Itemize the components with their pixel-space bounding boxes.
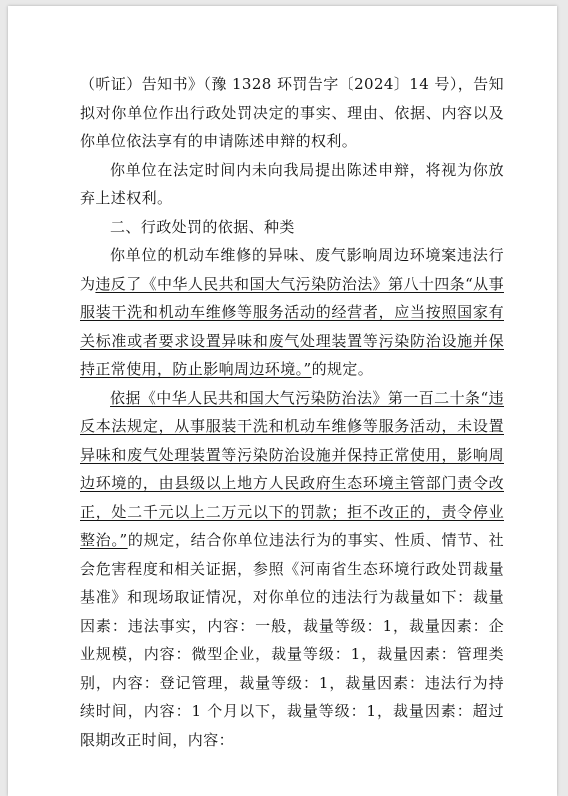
document-body — [80, 70, 504, 754]
violated-article-quote: 违反了《中华人民共和国大气污染防治法》第八十四条“从事服装干洗和机动车维修等服务活动的经营者，应当按照国家有关标准或者要求设置异味和废气处理装置等污染防治设施并保持正常使用，防止影响周边环境。” — [80, 274, 504, 378]
section-heading-text: 二、行政处罚的依据、种类 — [110, 217, 295, 236]
paragraph-notice — [80, 70, 504, 156]
waiver-text: 你单位在法定时间内未向我局提出陈述申辩，将视为你放弃上述权利。 — [80, 160, 504, 207]
penalty-article-quote: 依据《中华人民共和国大气污染防治法》第一百二十条“违反本法规定，从事服装干洗和机动车维修等服务活动，未设置异味和废气处理装置等污染防治设施并保持正常使用，影响周边环境的，由县级以上地方人民政府生态环境主管部门责令改正，处二千元以上二万元以下的罚款；拒不改正的，责令停业整治。” — [80, 388, 504, 549]
discretion-text: 的规定，结合你单位违法行为的事实、性质、情节、社会危害程度和相关证据，参照《河南省生态环境行政处罚裁量基准》和现场取证情况，对你单位的违法行为裁量如下：裁量因素：违法事实，内容：一般，裁量等级：1，裁量因素：企业规模，内容：微型企业，裁量等级：1，裁量因素：管理类别，内容：登记管理，裁量等级：1，裁量因素：违法行为持续时间，内容：1 个月以下，裁量等级：1，裁量因素：超过限期改正时间，内容： — [80, 531, 504, 749]
document-page — [8, 6, 557, 796]
violation-intro: 你单位的机动车维修的异味、废气影响周边环境案违法行为 — [80, 246, 504, 293]
violation-tail: 的规定。 — [311, 360, 374, 378]
notice-text: （听证）告知书》（豫 1328 环罚告字〔2024〕14 号），告知拟对你单位作出行政处罚决定的事实、理由、依据、内容以及你单位依法享有的申请陈述申辩的权利。 — [80, 75, 504, 150]
paragraph-penalty-basis — [80, 384, 504, 755]
section-heading — [80, 213, 504, 242]
paragraph-violation — [80, 241, 504, 384]
paragraph-waiver — [80, 156, 504, 213]
